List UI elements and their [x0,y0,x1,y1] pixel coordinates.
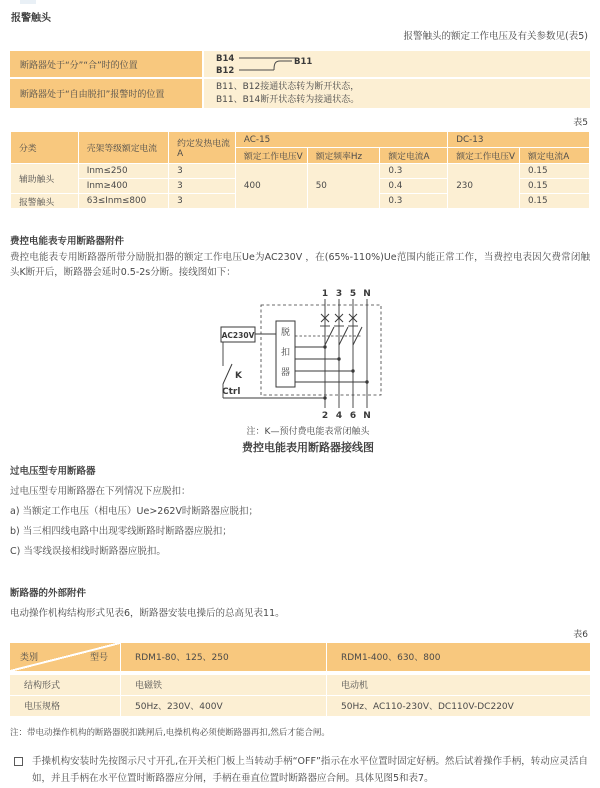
row-label: 结构形式 [10,675,120,695]
diagram-caption: 费控电能表用断路器接线图 [242,440,374,454]
section-heading: 断路器的外部附件 [10,587,87,599]
table5-ratings [10,131,590,209]
col-header-ac15: AC-15 [236,132,447,147]
row-label: 断路器处于“自由脱扣”报警时的位置 [10,79,202,108]
terminal-label: 2 [321,410,329,421]
cell-ith: 3 [169,194,235,208]
cell-ac-current: 0.4 [380,179,447,193]
table-row [10,79,590,108]
cell-frame: Inm≤250 [79,164,168,178]
terminal-label: N [363,288,371,299]
col-header-category: 分类 [11,132,78,163]
terminal-label: 6 [349,410,357,421]
col-header-model-group-2: RDM1-400、630、800 [327,643,590,671]
list-item-b: b) 当三相四线电路中出现零线断路时断路器应脱扣； [10,525,232,537]
terminal-b14-label: B14 [216,54,235,64]
state-line-2: B11、B14断开状态转为接通状态。 [216,94,360,105]
cell-ith: 3 [169,179,235,193]
cell-frequency: 50 [308,164,380,208]
terminal-label: N [363,410,371,421]
section-title-alarm-contact: 报警触头 [11,13,51,24]
terminal-label: 1 [321,288,329,299]
page-edge-artifact [20,0,36,4]
overvoltage-intro: 过电压型专用断路器在下列情况下应脱扣： [10,485,191,497]
col-header-model: 型号 [89,653,108,664]
trip-unit-char: 脱 [280,327,291,338]
col-header-frequency: 额定频率Hz [308,148,380,163]
table5-label: 表5 [573,118,588,128]
contact-mini-diagram [216,51,366,77]
cell-ith: 3 [169,164,235,178]
intro-line: 报警触头的额定工作电压及有关参数见(表5) [403,31,588,42]
manual-operator-paragraph [12,753,588,788]
col-header-ac-current: 额定电流A [380,148,447,163]
terminal-b12-label: B12 [216,66,235,76]
circuit-diagram [188,285,428,423]
col-header-ac-voltage: 额定工作电压V [236,148,307,163]
state-line-1: B11、B12接通状态转为断开状态， [216,81,360,92]
trip-unit-char: 扣 [280,347,291,358]
row-label: 断路器处于“分”“合”时的位置 [10,51,202,77]
section-metering [10,233,590,281]
external-line: 电动操作机构结构形式见表6，断路器安装电操后的总高见表11。 [10,607,285,619]
table-row [10,696,590,716]
table6-note: 注：带电动操作机构的断路器脱扣跳闸后,电操机构必须使断路器再扣,然后才能合闸。 [10,727,330,738]
cell-structure-1: 电磁铁 [121,675,326,695]
cell-voltage-2: 50Hz、AC110-230V、DC110V-DC220V [327,696,590,716]
k-switch-label: K [235,370,242,381]
row-label: 电压规格 [10,696,120,716]
terminal-label: 3 [335,288,343,299]
cell-dc-current: 0.15 [520,164,589,178]
section-external-accessories [10,585,590,619]
wiring-diagram [183,285,433,455]
ctrl-label: Ctrl [222,386,241,397]
cell-frame: Inm≥400 [79,179,168,193]
terminal-b11-label: B11 [294,57,313,67]
checkbox-bullet-icon [14,757,23,766]
section-overvoltage [10,463,590,557]
cell-ac-voltage: 400 [236,164,307,208]
table-row [11,132,589,147]
col-header-model-group-1: RDM1-80、125、250 [121,643,326,671]
terminal-label: 5 [349,288,357,299]
col-header-dc13: DC-13 [448,132,589,147]
section-paragraph: 费控电能表专用断路器所带分励脱扣器的额定工作电压Ue为AC230V ，在(65%-110%)Ue范围内能正常工作，当费控电表因欠费常闭触头K断开后，断路器会延时0.5-2s分断。接线图如下： [10,252,590,279]
cell-dc-current: 0.15 [520,179,589,193]
state-change-cell [204,79,590,108]
section-heading: 过电压型专用断路器 [10,465,96,477]
diagonal-header-cell [10,643,120,671]
contact-diagram-cell [204,51,590,77]
alarm-position-table [10,51,590,108]
cell-frame: 63≤Inm≤800 [79,194,168,208]
table6-motor-operator [10,643,590,716]
col-header-dc-voltage: 额定工作电压V [448,148,519,163]
manual-text: 手操机构安装时先按图示尺寸开孔,在开关柜门板上当转动手柄“OFF”指示在水平位置时固定好柄。然后试着操作手柄，转动应灵活自如，并且手柄在水平位置时断路器应分闸，手柄在垂直位置时断路器应合闸。具体见图5和表7。 [32,755,588,785]
table6-label: 表6 [573,629,588,640]
col-header-category: 类别 [20,653,39,664]
list-item-a: a) 当额定工作电压（相电压）Ue>262V时断路器应脱扣； [10,505,258,517]
cell-dc-current: 0.15 [520,194,589,208]
section-heading: 费控电能表专用断路器附件 [10,236,125,247]
cell-ac-current: 0.3 [380,194,447,208]
table-row [11,164,589,178]
terminal-label: 4 [335,410,343,421]
trip-unit-char: 器 [280,367,291,378]
table-header-row [10,643,590,671]
col-header-thermal-current: 约定发热电流A [169,132,235,163]
col-header-dc-current: 额定电流A [520,148,589,163]
cell-structure-2: 电动机 [327,675,590,695]
table-row [10,51,590,77]
cell-category-alarm: 报警触头 [11,194,78,208]
ac-source-label: AC230V [221,330,255,340]
cell-ac-current: 0.3 [380,164,447,178]
cell-dc-voltage: 230 [448,164,519,208]
col-header-frame-current: 壳架等级额定电流 [79,132,168,163]
diagram-note: 注：K—预付费电能表常闭触头 [246,426,370,437]
list-item-c: C) 当零线误接相线时断路器应脱扣。 [10,545,166,557]
table-row [10,675,590,695]
cell-voltage-1: 50Hz、230V、400V [121,696,326,716]
cell-category-aux: 辅助触头 [11,164,78,193]
